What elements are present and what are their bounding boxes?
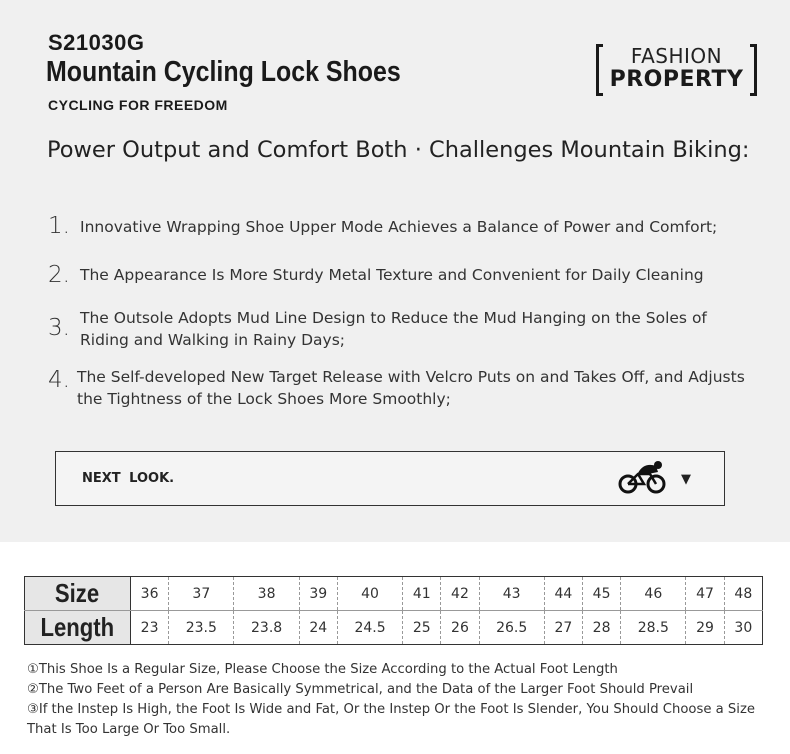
feature-text: The Appearance Is More Sturdy Metal Texture and Convenient for Daily Cleaning: [80, 266, 704, 284]
length-cell: 25: [403, 611, 441, 645]
length-cell: 24.5: [337, 611, 402, 645]
size-cell: 48: [724, 577, 762, 611]
feature-text: The Outsole Adopts Mud Line Design to Reduce the Mud Hanging on the Soles of: [80, 309, 707, 327]
size-notes: [27, 660, 767, 740]
chevron-down-icon: ▼: [681, 472, 691, 487]
note-line: ③If the Instep Is High, the Foot Is Wide and Fat, Or the Instep Or the Foot Is Slender, You Should Choose a Size: [27, 702, 756, 717]
size-cell: 42: [441, 577, 479, 611]
badge-line-1: FASHION: [630, 44, 723, 68]
note-line: ②The Two Feet of a Person Are Basically Symmetrical, and the Data of the Larger Foot Should Prevail: [27, 682, 694, 697]
size-cell: 46: [621, 577, 686, 611]
length-row: [25, 611, 763, 645]
size-cell: 44: [544, 577, 582, 611]
size-cell: 36: [131, 577, 169, 611]
length-cell: 23.8: [234, 611, 299, 645]
length-cell: 23: [131, 611, 169, 645]
tagline: CYCLING FOR FREEDOM: [48, 97, 228, 113]
size-cell: 39: [299, 577, 337, 611]
feature-text: Innovative Wrapping Shoe Upper Mode Achieves a Balance of Power and Comfort;: [80, 218, 718, 236]
feature-text: The Self-developed New Target Release with Velcro Puts on and Takes Off, and Adjusts: [77, 368, 745, 386]
size-cell: 47: [686, 577, 724, 611]
feature-number: 3.: [48, 315, 70, 341]
badge-line-2: PROPERTY: [609, 67, 744, 92]
product-title: Mountain Cycling Lock Shoes: [46, 56, 401, 88]
length-cell: 26: [441, 611, 479, 645]
length-cell: 28: [583, 611, 621, 645]
feature-text: Riding and Walking in Rainy Days;: [80, 331, 346, 349]
note-line: That Is Too Large Or Too Small.: [27, 722, 231, 737]
size-cell: 38: [234, 577, 299, 611]
size-cell: 43: [479, 577, 544, 611]
feature-number: 1.: [48, 213, 70, 239]
length-header: Length: [25, 611, 131, 645]
length-cell: 24: [299, 611, 337, 645]
length-cell: 26.5: [479, 611, 544, 645]
headline: Power Output and Comfort Both · Challenges Mountain Biking:: [47, 137, 750, 163]
feature-number: 2.: [48, 262, 70, 288]
next-look-label: NEXT LOOK.: [82, 471, 175, 486]
size-chart: [24, 576, 763, 645]
length-cell: 28.5: [621, 611, 686, 645]
size-cell: 45: [583, 577, 621, 611]
feature-number: 4.: [48, 367, 70, 393]
size-row: [25, 577, 763, 611]
size-header: Size: [25, 577, 131, 611]
size-cell: 40: [337, 577, 402, 611]
length-cell: 23.5: [169, 611, 234, 645]
size-cell: 41: [403, 577, 441, 611]
cyclist-icon: [618, 460, 668, 494]
feature-text: the Tightness of the Lock Shoes More Smoothly;: [77, 390, 451, 408]
fashion-property-badge: [596, 44, 757, 96]
model-number: S21030G: [48, 30, 145, 55]
next-look-button[interactable]: [55, 451, 725, 506]
length-cell: 30: [724, 611, 762, 645]
length-cell: 27: [544, 611, 582, 645]
size-cell: 37: [169, 577, 234, 611]
length-cell: 29: [686, 611, 724, 645]
note-line: ①This Shoe Is a Regular Size, Please Choose the Size According to the Actual Foot Length: [27, 662, 618, 677]
